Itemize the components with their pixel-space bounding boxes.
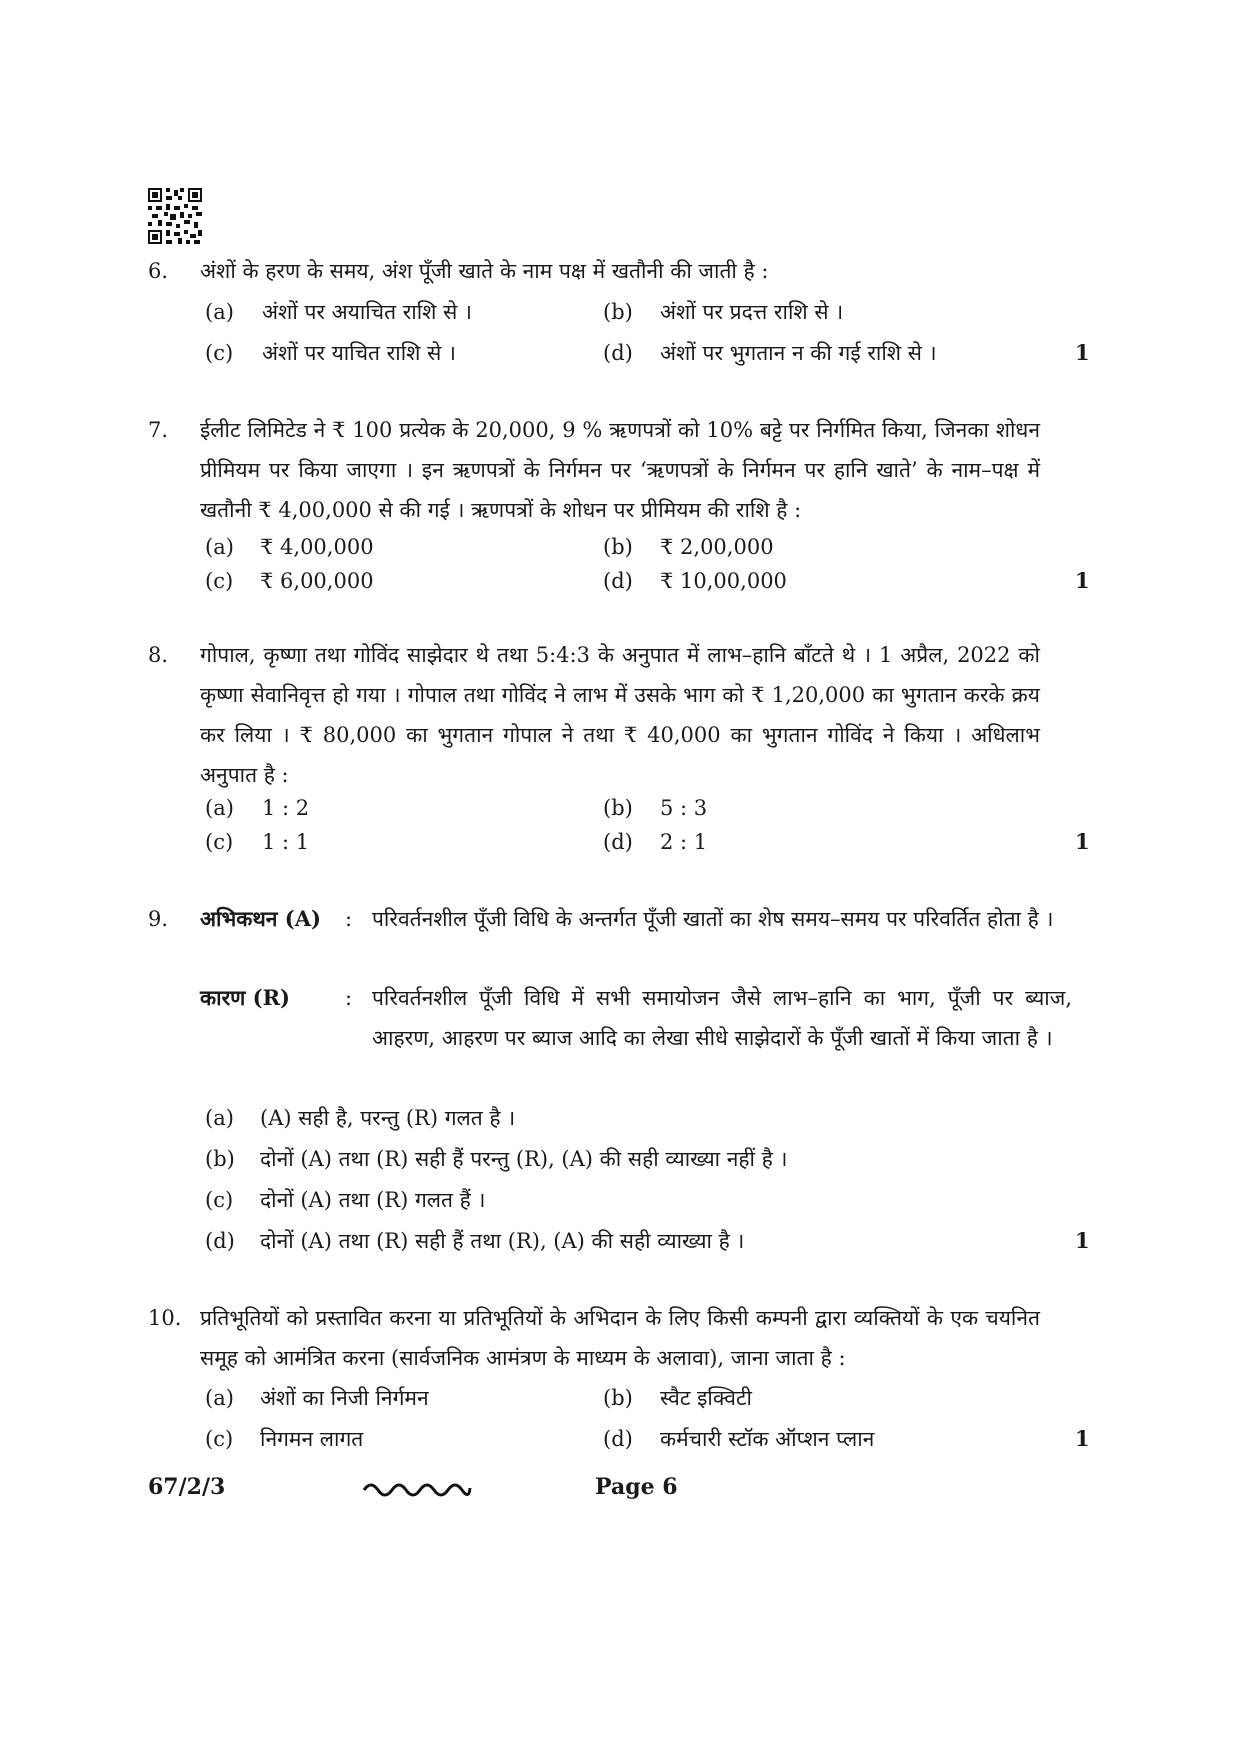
question-number: 9. — [148, 907, 169, 931]
question-number: 7. — [148, 418, 169, 442]
marks: 1 — [1075, 568, 1090, 593]
option-label: (b) — [205, 1147, 235, 1171]
option-label: (d) — [205, 1229, 235, 1253]
option-label: (c) — [205, 569, 234, 593]
question-text: ईलीट लिमिटेड ने ₹ 100 प्रत्येक के 20,000, 9 % ऋणपत्रों को 10% बट्टे पर निर्गमित किया, जिनका शोधन प्रीमियम पर किया जाएगा । इन ऋणपत्रों के निर्गमन पर ‘ऋणपत्रों के निर्गमन पर हानि खाते’ के नाम–पक्ष में खतौनी ₹ 4,00,000 से की गई । ऋणपत्रों के शोधन पर प्रीमियम की राशि है : — [200, 418, 1040, 522]
option-text: 1 : 2 — [262, 796, 310, 820]
page-number: Page 6 — [595, 1474, 678, 1500]
reason-text: परिवर्तनशील पूँजी विधि में सभी समायोजन जैसे लाभ–हानि का भाग, पूँजी पर ब्याज, आहरण, आहरण पर ब्याज आदि का लेखा सीधे साझेदारों के पूँजी खातों में किया जाता है । — [372, 986, 1072, 1050]
option-label: (b) — [603, 535, 633, 559]
option-label: (b) — [603, 1386, 633, 1410]
option-text: निगमन लागत — [260, 1427, 364, 1451]
option-text: ₹ 4,00,000 — [260, 535, 374, 559]
option-text: दोनों (A) तथा (R) सही हैं परन्तु (R), (A) की सही व्याख्या नहीं है । — [260, 1147, 788, 1171]
option-text: 5 : 3 — [660, 796, 708, 820]
option-text: अंशों पर प्रदत्त राशि से । — [660, 300, 844, 324]
option-text: अंशों का निजी निर्गमन — [260, 1386, 429, 1410]
option-label: (a) — [205, 300, 234, 324]
option-text: अंशों पर अयाचित राशि से । — [262, 300, 472, 324]
option-label: (d) — [603, 830, 633, 854]
option-label: (d) — [603, 341, 633, 365]
option-text: 2 : 1 — [660, 830, 708, 854]
option-label: (d) — [603, 569, 633, 593]
option-text: स्वैट इक्विटी — [660, 1386, 752, 1410]
reason-colon: : — [345, 986, 353, 1010]
option-label: (c) — [205, 1427, 234, 1451]
reason-label: कारण (R) — [200, 985, 290, 1010]
option-label: (a) — [205, 535, 234, 559]
option-label: (c) — [205, 1188, 234, 1212]
option-label: (a) — [205, 1386, 234, 1410]
option-text: (A) सही है, परन्तु (R) गलत है । — [260, 1106, 516, 1130]
paper-code: 67/2/3 — [148, 1474, 226, 1500]
option-text: दोनों (A) तथा (R) सही हैं तथा (R), (A) की सही व्याख्या है । — [260, 1229, 745, 1253]
option-label: (a) — [205, 796, 234, 820]
option-label: (b) — [603, 300, 633, 324]
marks: 1 — [1075, 340, 1090, 365]
question-number: 8. — [148, 643, 169, 667]
option-label: (c) — [205, 341, 234, 365]
option-label: (a) — [205, 1106, 234, 1130]
option-text: ₹ 2,00,000 — [660, 535, 774, 559]
option-text: ₹ 10,00,000 — [660, 569, 787, 593]
question-text: गोपाल, कृष्णा तथा गोविंद साझेदार थे तथा 5:4:3 के अनुपात में लाभ–हानि बाँटते थे । 1 अप्रैल, 2022 को कृष्णा सेवानिवृत्त हो गया । गोपाल तथा गोविंद ने लाभ में उसके भाग को ₹ 1,20,000 का भुगतान करके क्रय कर लिया । ₹ 80,000 का भुगतान गोपाल ने तथा ₹ 40,000 का भुगतान गोविंद ने किया । अधिलाभ अनुपात है : — [200, 643, 1041, 787]
option-label: (d) — [603, 1427, 633, 1451]
option-text: अंशों पर याचित राशि से । — [262, 341, 456, 365]
option-text: 1 : 1 — [262, 830, 310, 854]
option-label: (b) — [603, 796, 633, 820]
marks: 1 — [1075, 1426, 1090, 1451]
option-text: कर्मचारी स्टॉक ऑप्शन प्लान — [660, 1427, 875, 1451]
qr-code-icon — [148, 188, 202, 244]
option-text: अंशों पर भुगतान न की गई राशि से । — [660, 341, 937, 365]
assertion-label: अभिकथन (A) — [200, 906, 321, 931]
question-text: प्रतिभूतियों को प्रस्तावित करना या प्रतिभूतियों के अभिदान के लिए किसी कम्पनी द्वारा व्यक्तियों के एक चयनित समूह को आमंत्रित करना (सार्वजनिक आमंत्रण के माध्यम के अलावा), जाना जाता है : — [200, 1306, 1040, 1370]
question-number: 6. — [148, 259, 169, 283]
marks: 1 — [1075, 829, 1090, 854]
question-text: अंशों के हरण के समय, अंश पूँजी खाते के नाम पक्ष में खतौनी की जाती है : — [200, 259, 769, 283]
wave-ornament-icon — [362, 1476, 472, 1500]
option-text: ₹ 6,00,000 — [260, 569, 374, 593]
assertion-text: परिवर्तनशील पूँजी विधि के अन्तर्गत पूँजी खातों का शेष समय–समय पर परिवर्तित होता है । — [372, 907, 1054, 931]
assertion-colon: : — [345, 907, 353, 931]
option-label: (c) — [205, 830, 234, 854]
option-text: दोनों (A) तथा (R) गलत हैं । — [260, 1188, 486, 1212]
marks: 1 — [1075, 1228, 1090, 1253]
question-number: 10. — [148, 1306, 182, 1330]
